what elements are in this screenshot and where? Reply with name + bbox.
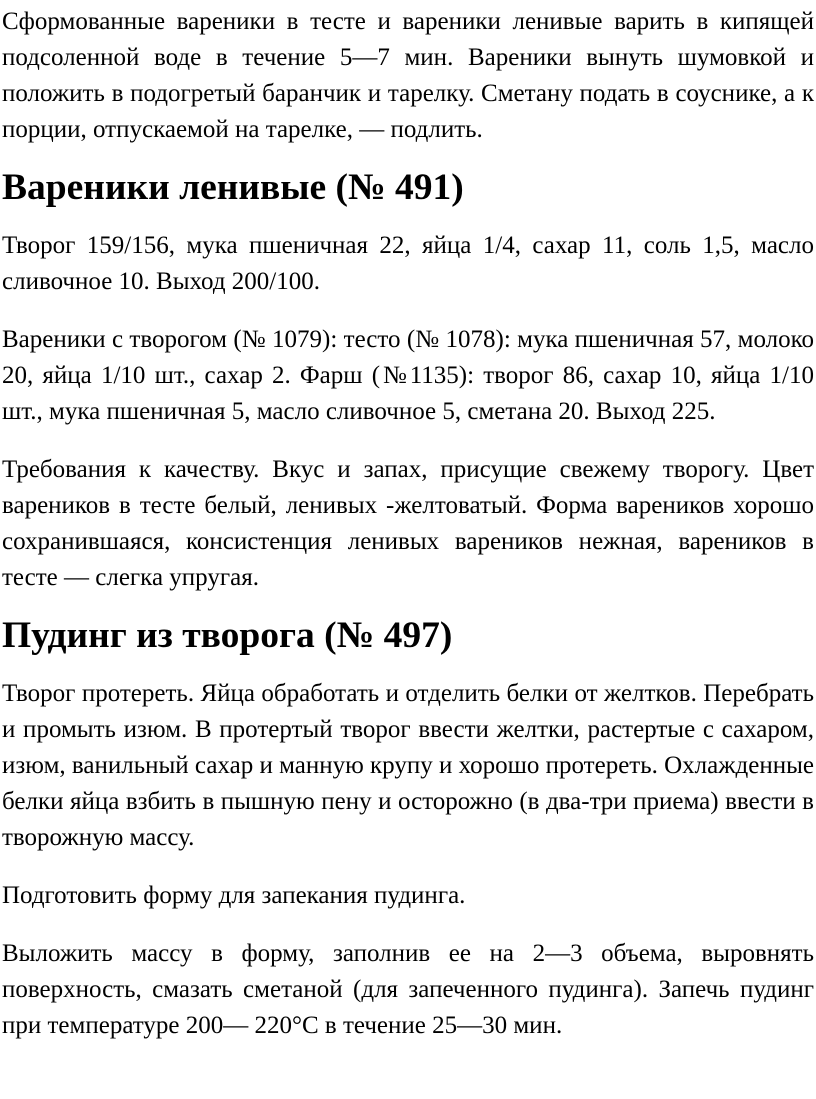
paragraph-quality-requirements: Требования к качеству. Вкус и запах, присущие свежему творогу. Цвет вареников в тесте белый, ленивых -желтоватый. Форма вареников хорошо сохранившаяся, консистенция ленивых вареников нежная, вареников в тесте — слегка упругая. — [2, 456, 814, 591]
heading-lazy-vareniki: Вареники ленивые (№ 491) — [2, 167, 464, 208]
paragraph-cottage-cheese-vareniki-ingredients: Вареники с творогом (№ 1079): тесто (№ 1078): мука пшеничная 57, молоко 20, яйца 1/10 шт., сахар 2. Фарш (№1135): творог 86, сахар 10, яйца 1/10 шт., мука пшеничная 5, масло сливочное 5, сметана 20. Выход 225. — [2, 326, 814, 425]
heading-cottage-cheese-pudding: Пудинг из творога (№ 497) — [2, 615, 453, 656]
paragraph-baking-instructions: Выложить массу в форму, заполнив ее на 2—3 объема, выровнять поверхность, смазать сметаной (для запеченного пудинга). Запечь пудинг при температуре 200— 220°С в течение 25—30 мин. — [2, 940, 814, 1039]
paragraph-lazy-vareniki-ingredients: Творог 159/156, мука пшеничная 22, яйца 1/4, сахар 11, соль 1,5, масло сливочное 10. Выход 200/100. — [2, 232, 814, 295]
paragraph-pudding-preparation: Творог протереть. Яйца обработать и отделить белки от желтков. Перебрать и промыть изюм. В протертый творог ввести желтки, растертые с сахаром, изюм, ванильный сахар и манную крупу и хорошо протереть. Охлажденные белки яйца взбить в пышную пену и осторожно (в два-три приема) ввести в творожную массу. — [2, 680, 814, 851]
paragraph-prepare-form: Подготовить форму для запекания пудинга. — [2, 882, 466, 909]
paragraph-cooking-instructions: Сформованные вареники в тесте и вареники ленивые варить в кипящей подсоленной воде в течение 5—7 мин. Вареники вынуть шумовкой и положить в подогретый баранчик и тарелку. Сметану подать в соуснике, а к порции, отпускаемой на тарелке, — подлить. — [2, 8, 814, 143]
